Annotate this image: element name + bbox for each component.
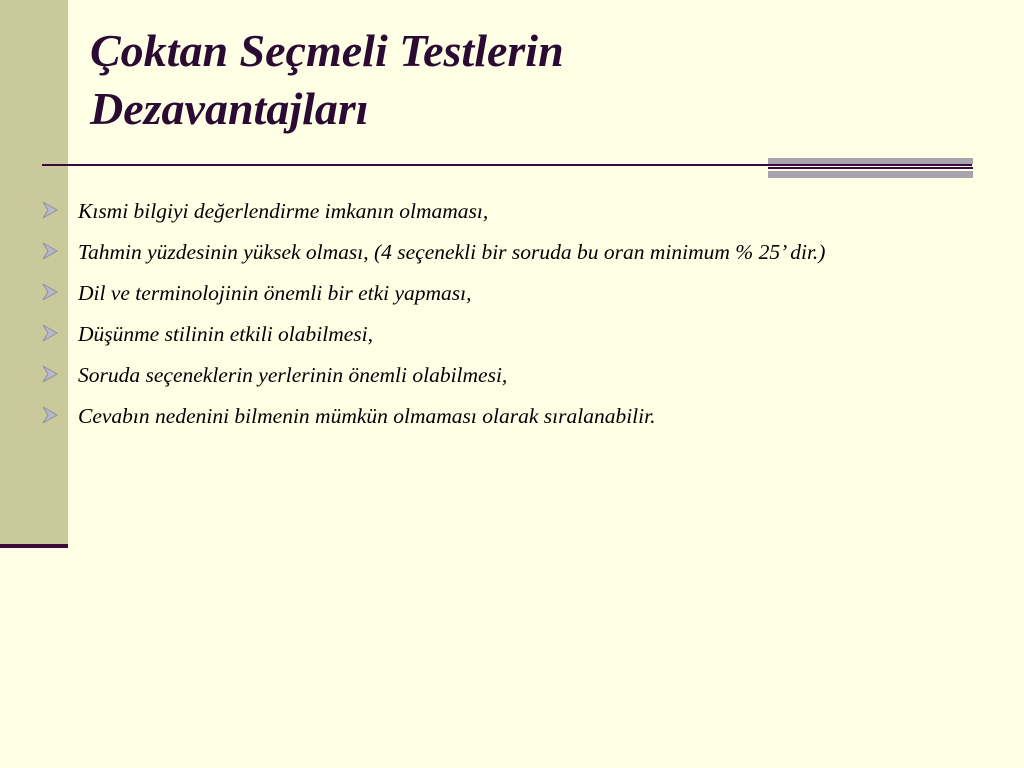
bullet-text: Düşünme stilinin etkili olabilmesi, [78,322,374,346]
slide-title-line-1: Çoktan Seçmeli Testlerin [90,25,564,76]
bullet-text: Kısmi bilgiyi değerlendirme imkanın olmaması, [78,199,489,223]
bullet-text: Tahmin yüzdesinin yüksek olması, (4 seçenekli bir soruda bu oran minimum % 25’ dir.) [78,240,826,264]
left-band-underline [0,544,68,548]
bullet-list [40,196,940,442]
bullet-text: Cevabın nedenini bilmenin mümkün olmaması olarak sıralanabilir. [78,404,656,428]
bullet-text: Dil ve terminolojinin önemli bir etki yapması, [78,281,472,305]
arrow-bullet-icon [40,323,60,343]
bullet-item [40,237,940,267]
arrow-bullet-icon [40,364,60,384]
slide-title [90,22,990,138]
slide-title-line-2: Dezavantajları [90,83,369,134]
bullet-item [40,360,940,390]
arrow-bullet-icon [40,200,60,220]
arrow-bullet-icon [40,282,60,302]
bullet-item [40,196,940,226]
title-divider-accent [768,158,973,178]
arrow-bullet-icon [40,405,60,425]
bullet-item [40,401,940,431]
bullet-item [40,278,940,308]
bullet-text: Soruda seçeneklerin yerlerinin önemli olabilmesi, [78,363,508,387]
bullet-item [40,319,940,349]
arrow-bullet-icon [40,241,60,261]
